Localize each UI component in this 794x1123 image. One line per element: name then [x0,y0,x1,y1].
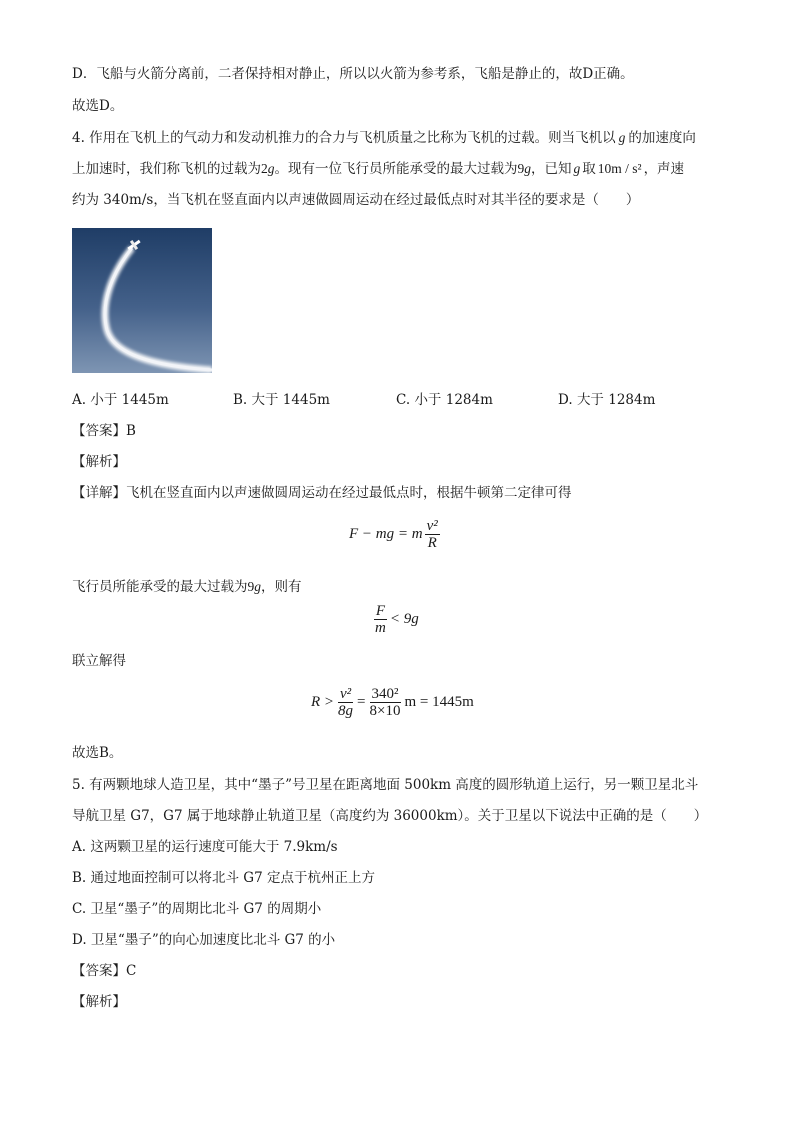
q4-detail-line-2: 飞行员所能承受的最大过载为9g，则有 [72,579,302,595]
q5-option-c[interactable]: C. 卫星“墨子”的周期比北斗 G7 的周期小 [72,901,322,917]
q4-stem-line-2: 上加速时，我们称飞机的过载为2g。现有一位飞行员所能承受的最大过载为9g，已知 g 取 10m / s² ，声速 [72,161,685,177]
q4-analysis-heading: 【解析】 [72,454,126,470]
q4-option-d[interactable]: D. 大于 1284m [558,392,656,408]
q5-option-b[interactable]: B. 通过地面控制可以将北斗 G7 定点于杭州正上方 [72,870,375,886]
q4-stem-line-3: 约为 340m/s，当飞机在竖直面内以声速做圆周运动在经过最低点时对其半径的要求是（ ） [72,192,640,208]
equation-overload-limit: $\frac{F}{m}$ < 9g [375,603,419,636]
q4-stem-line-1: 4. 作用在飞机上的气动力和发动机推力的合力与飞机质量之比称为飞机的过载。则当飞机以 g 的加速度向 [72,130,696,146]
q4-answer: 【答案】B [72,423,136,439]
q4-option-c[interactable]: C. 小于 1284m [396,392,493,408]
q5-analysis-heading: 【解析】 [72,994,126,1010]
q4-option-b[interactable]: B. 大于 1445m [233,392,330,408]
q4-detail-line-3: 联立解得 [72,653,126,669]
equation-newton-second-law: F − mg = m $\frac{\text{v²}}{R}$ [349,518,438,551]
equation-radius-result: R > $\frac{\text{v²}}{8g}$ = $\frac{\text{340²}}{8\times 10}$ m = 1445m [311,686,474,719]
airplane-contrail-image [72,228,212,373]
q5-stem-line-1: 5. 有两颗地球人造卫星，其中“墨子”号卫星在距离地面 500km 高度的圆形轨道上运行，另一颗卫星北斗 [72,777,699,793]
q5-option-d[interactable]: D. 卫星“墨子”的向心加速度比北斗 G7 的小 [72,932,336,948]
q3-conclusion: 故选D。 [72,98,124,114]
q4-option-a[interactable]: A. 小于 1445m [72,392,169,408]
q4-detail-line-1: 【详解】飞机在竖直面内以声速做圆周运动在经过最低点时，根据牛顿第二定律可得 [72,485,572,501]
q4-conclusion: 故选B。 [72,745,123,761]
q5-option-a[interactable]: A. 这两颗卫星的运行速度可能大于 7.9km/s [72,839,338,855]
q5-answer: 【答案】C [72,963,137,979]
q5-stem-line-2: 导航卫星 G7，G7 属于地球静止轨道卫星（高度约为 36000km）。关于卫星以下说法中正确的是（ ） [72,808,708,824]
q3-option-d-explanation: D．飞船与火箭分离前，二者保持相对静止，所以以火箭为参考系，飞船是静止的，故D正确。 [72,66,634,82]
